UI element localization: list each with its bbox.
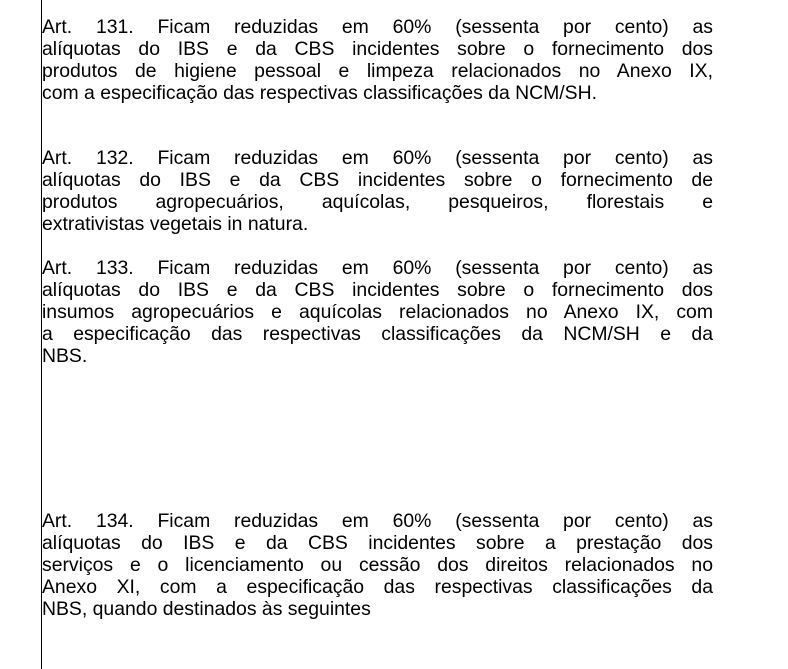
text-line: produtos de higiene pessoal e limpeza relacionados no Anexo IX, bbox=[42, 60, 713, 82]
article-131 bbox=[42, 16, 713, 126]
text-line: alíquotas do IBS e da CBS incidentes sobre o fornecimento dos bbox=[42, 38, 713, 60]
text-line: NBS, quando destinados às seguintes bbox=[42, 598, 371, 620]
text-line: Art. 133. Ficam reduzidas em 60% (sessenta por cento) as bbox=[42, 257, 713, 279]
text-line: insumos agropecuários e aquícolas relacionados no Anexo IX, com bbox=[42, 301, 713, 323]
article-134 bbox=[42, 510, 713, 642]
article-132 bbox=[42, 147, 713, 257]
text-line: Art. 131. Ficam reduzidas em 60% (sessenta por cento) as bbox=[42, 16, 713, 38]
text-line: Art. 132. Ficam reduzidas em 60% (sessenta por cento) as bbox=[42, 147, 713, 169]
text-line: serviços e o licenciamento ou cessão dos direitos relacionados no bbox=[42, 554, 713, 576]
text-line: produtos agropecuários, aquícolas, pesqueiros, florestais e bbox=[42, 191, 713, 213]
text-line: a especificação das respectivas classificações da NCM/SH e da bbox=[42, 323, 713, 345]
text-line: alíquotas do IBS e da CBS incidentes sobre o fornecimento dos bbox=[42, 279, 713, 301]
text-line: alíquotas do IBS e da CBS incidentes sobre a prestação dos bbox=[42, 532, 713, 554]
text-line: extrativistas vegetais in natura. bbox=[42, 213, 309, 235]
text-line: Art. 134. Ficam reduzidas em 60% (sessenta por cento) as bbox=[42, 510, 713, 532]
text-line: NBS. bbox=[42, 345, 88, 367]
text-line: com a especificação das respectivas classificações da NCM/SH. bbox=[42, 82, 598, 104]
article-133 bbox=[42, 257, 713, 389]
text-line: alíquotas do IBS e da CBS incidentes sobre o fornecimento de bbox=[42, 169, 713, 191]
text-line: Anexo XI, com a especificação das respectivas classificações da bbox=[42, 576, 713, 598]
